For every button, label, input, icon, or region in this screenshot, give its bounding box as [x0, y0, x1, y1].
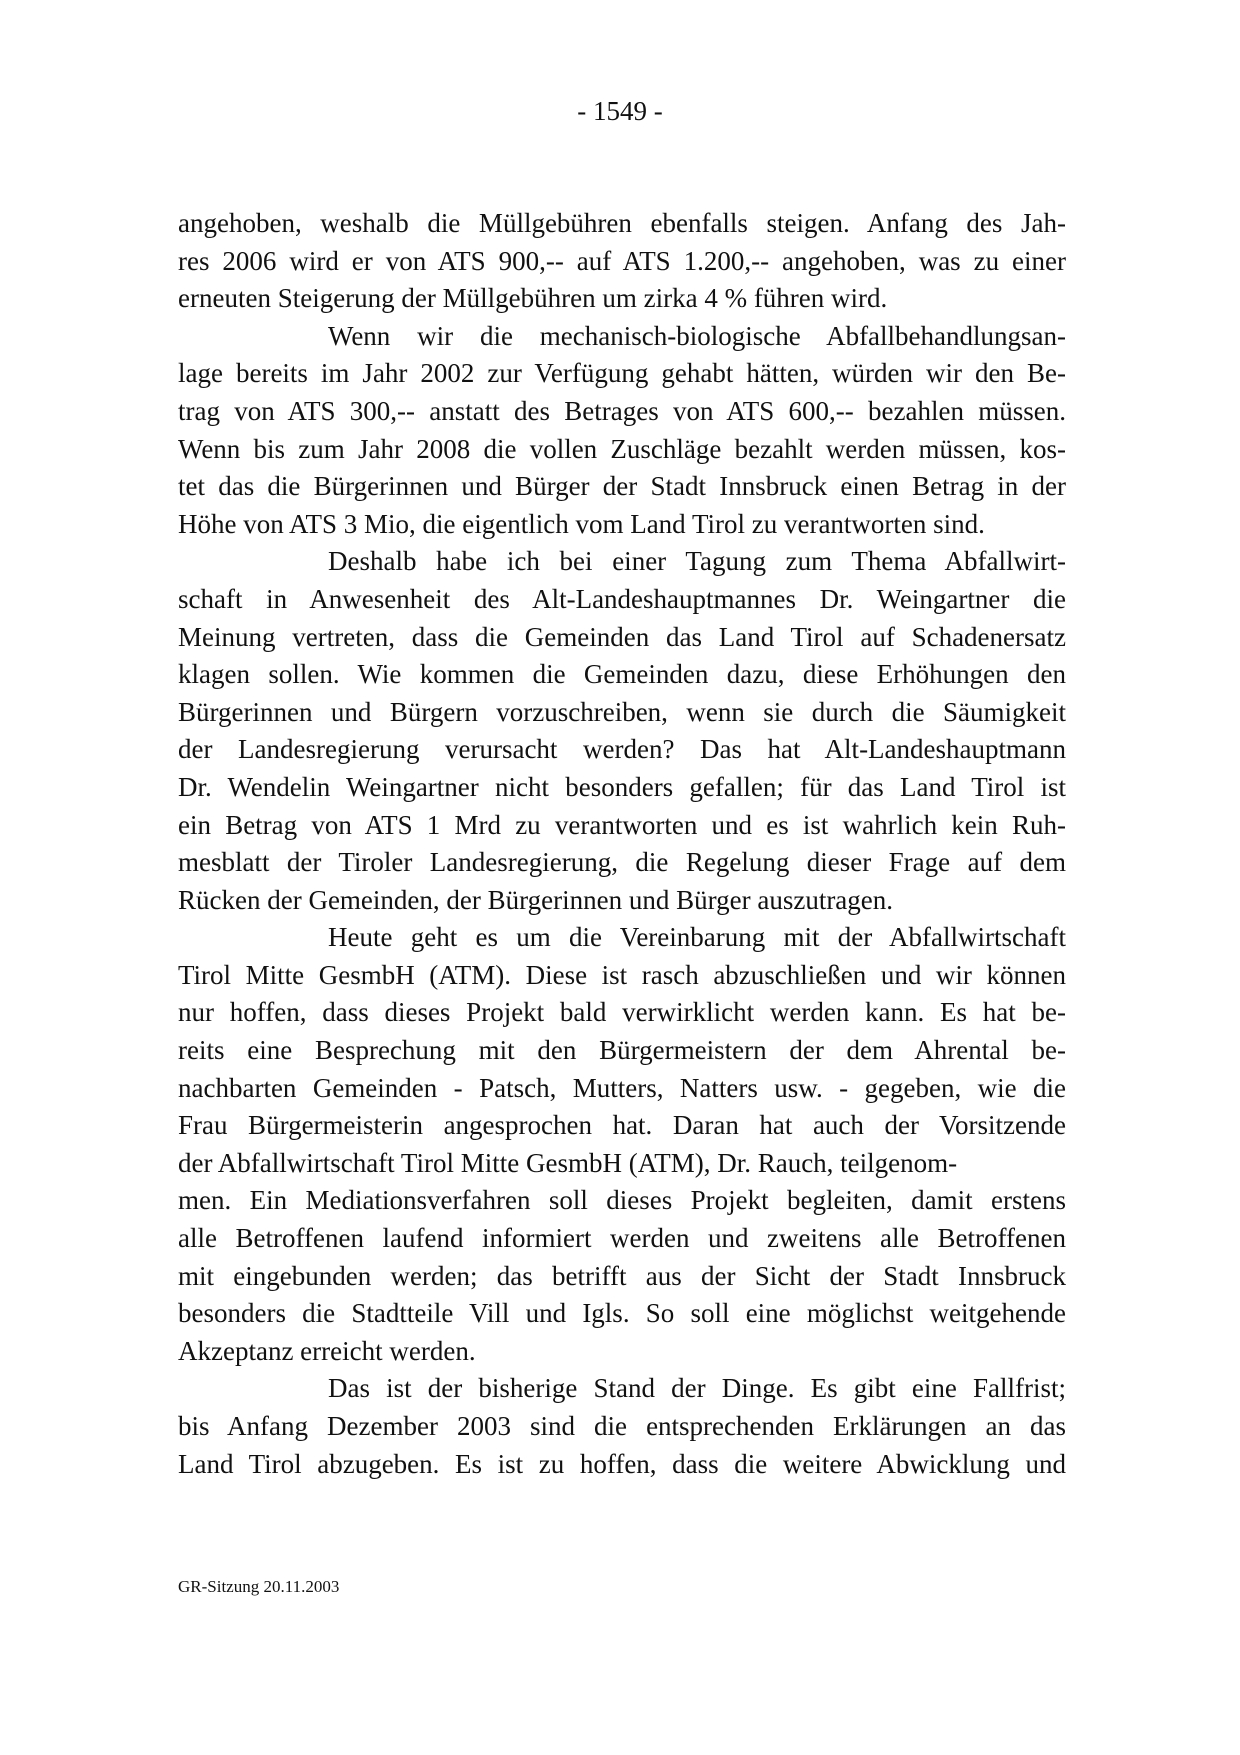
text-line: Rücken der Gemeinden, der Bürgerinnen und Bürger auszutragen. — [178, 884, 894, 915]
text-line: Land Tirol abzugeben. Es ist zu hoffen, dass die weitere Abwicklung und — [178, 1448, 1066, 1479]
text-line: Dr. Wendelin Weingartner nicht besonders gefallen; für das Land Tirol ist — [178, 771, 1066, 802]
text-line: Höhe von ATS 3 Mio, die eigentlich vom Land Tirol zu verantworten sind. — [178, 508, 985, 539]
paragraph-start-line: Das ist der bisherige Stand der Dinge. Es gibt eine Fallfrist; — [328, 1373, 1066, 1404]
text-line: ein Betrag von ATS 1 Mrd zu verantworten und es ist wahrlich kein Ruh- — [178, 809, 1066, 840]
text-line: Bürgerinnen und Bürgern vorzuschreiben, wenn sie durch die Säumigkeit — [178, 696, 1066, 727]
page-number: - 1549 - — [577, 96, 663, 126]
text-line: Frau Bürgermeisterin angesprochen hat. Daran hat auch der Vorsitzende — [178, 1110, 1066, 1141]
text-line: reits eine Besprechung mit den Bürgermeistern der dem Ahrental be- — [178, 1035, 1066, 1066]
paragraph-start-line: Heute geht es um die Vereinbarung mit der Abfallwirtschaft — [328, 922, 1066, 953]
text-line: lage bereits im Jahr 2002 zur Verfügung gehabt hätten, würden wir den Be- — [178, 358, 1066, 389]
document-body — [178, 205, 1066, 1483]
text-line: nur hoffen, dass dieses Projekt bald verwirklicht werden kann. Es hat be- — [178, 997, 1066, 1028]
paragraph-start-line: Wenn wir die mechanisch-biologische Abfallbehandlungsan- — [328, 320, 1066, 351]
text-line: besonders die Stadtteile Vill und Igls. So soll eine möglichst weitgehende — [178, 1298, 1066, 1329]
text-line: men. Ein Mediationsverfahren soll dieses Projekt begleiten, damit erstens — [178, 1185, 1066, 1216]
text-line: erneuten Steigerung der Müllgebühren um zirka 4 % führen wird. — [178, 283, 888, 314]
text-line: tet das die Bürgerinnen und Bürger der Stadt Innsbruck einen Betrag in der — [178, 471, 1066, 502]
text-line: trag von ATS 300,-- anstatt des Betrages von ATS 600,-- bezahlen müssen. — [178, 395, 1066, 426]
text-line: Wenn bis zum Jahr 2008 die vollen Zuschläge bezahlt werden müssen, kos- — [178, 433, 1066, 464]
text-line: mit eingebunden werden; das betrifft aus der Sicht der Stadt Innsbruck — [178, 1260, 1066, 1291]
text-line: klagen sollen. Wie kommen die Gemeinden dazu, diese Erhöhungen den — [178, 659, 1066, 690]
text-line: nachbarten Gemeinden - Patsch, Mutters, Natters usw. - gegeben, wie die — [178, 1072, 1066, 1103]
text-line: mesblatt der Tiroler Landesregierung, die Regelung dieser Frage auf dem — [178, 847, 1066, 878]
footer-session-date: GR-Sitzung 20.11.2003 — [178, 1577, 340, 1596]
text-line: Meinung vertreten, dass die Gemeinden das Land Tirol auf Schadenersatz — [178, 621, 1066, 652]
text-line: schaft in Anwesenheit des Alt-Landeshauptmannes Dr. Weingartner die — [178, 583, 1066, 614]
text-line: Akzeptanz erreicht werden. — [178, 1335, 476, 1366]
text-line: Tirol Mitte GesmbH (ATM). Diese ist rasch abzuschließen und wir können — [178, 959, 1066, 990]
text-line: bis Anfang Dezember 2003 sind die entsprechenden Erklärungen an das — [178, 1411, 1066, 1441]
paragraph-start-line: Deshalb habe ich bei einer Tagung zum Thema Abfallwirt- — [328, 546, 1066, 577]
text-line: alle Betroffenen laufend informiert werden und zweitens alle Betroffenen — [178, 1223, 1066, 1254]
text-line: angehoben, weshalb die Müllgebühren ebenfalls steigen. Anfang des Jah- — [178, 208, 1066, 238]
text-line: der Landesregierung verursacht werden? Das hat Alt-Landeshauptmann — [178, 734, 1066, 765]
text-line: der Abfallwirtschaft Tirol Mitte GesmbH (ATM), Dr. Rauch, teilgenom- — [178, 1147, 958, 1178]
text-line: res 2006 wird er von ATS 900,-- auf ATS 1.200,-- angehoben, was zu einer — [178, 245, 1066, 276]
